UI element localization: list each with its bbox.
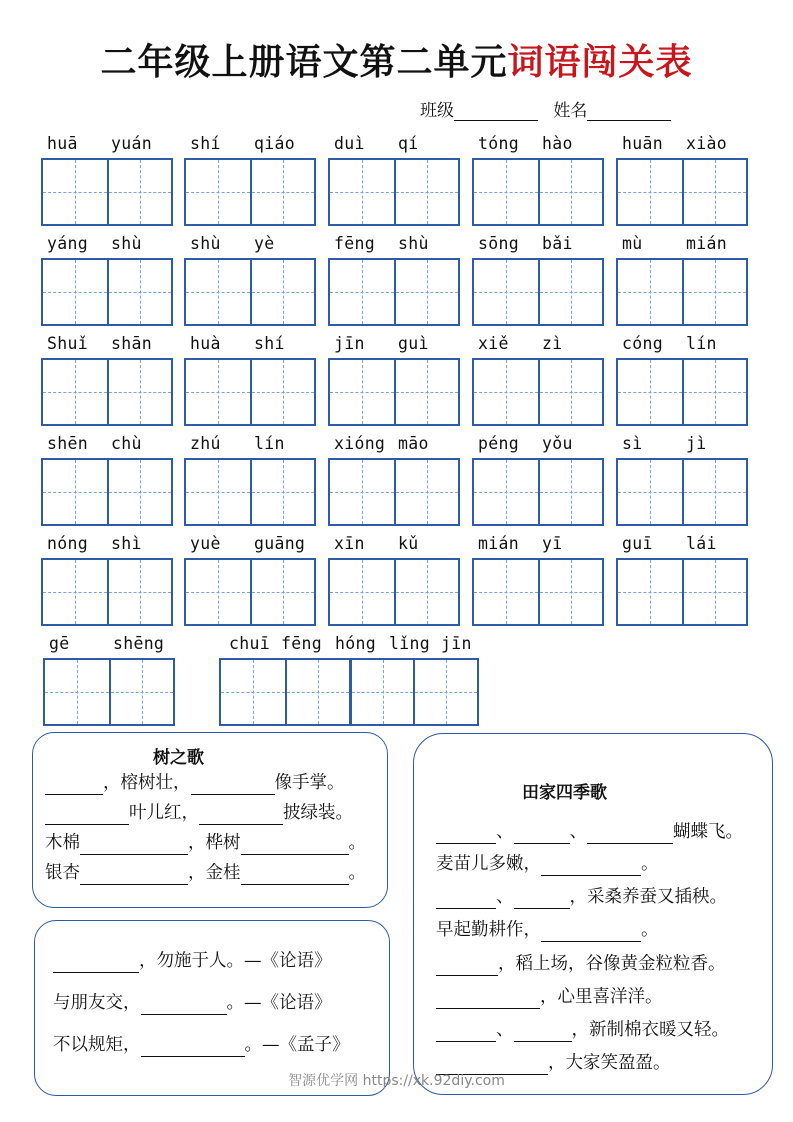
blank[interactable] — [514, 824, 570, 844]
pinyin-syllable: kǔ — [398, 534, 419, 553]
line-text: 、 — [496, 822, 514, 842]
blank[interactable] — [436, 989, 540, 1009]
writing-cell[interactable] — [682, 460, 746, 524]
line-text: ，心里喜洋洋。 — [540, 987, 663, 1007]
writing-cell[interactable] — [186, 360, 250, 424]
writing-boxes — [184, 358, 316, 426]
pinyin-syllable: lǐng — [389, 634, 430, 653]
writing-boxes — [328, 158, 460, 226]
writing-cell[interactable] — [107, 360, 171, 424]
pinyin-syllable: shēn — [47, 434, 88, 453]
line-text: 蝴蝶飞。 — [673, 822, 743, 842]
writing-cell[interactable] — [474, 360, 538, 424]
panel-title: 田家四季歌 — [522, 783, 607, 803]
writing-cell[interactable] — [250, 360, 314, 424]
writing-cell[interactable] — [394, 260, 458, 324]
writing-cell[interactable] — [682, 360, 746, 424]
panel-shu-zhi-ge — [32, 732, 388, 908]
writing-cell[interactable] — [107, 260, 171, 324]
class-name-line — [420, 96, 671, 121]
blank[interactable] — [141, 1037, 245, 1057]
panel-tian-jia-si-ji-ge — [413, 733, 773, 1095]
pinyin-syllable: fēng — [281, 634, 322, 653]
writing-cell[interactable] — [394, 560, 458, 624]
writing-cell[interactable] — [474, 160, 538, 224]
writing-cell[interactable] — [394, 160, 458, 224]
class-label: 班级 — [420, 101, 454, 121]
line-text: 像手掌。 — [274, 773, 345, 793]
writing-cell[interactable] — [330, 360, 394, 424]
writing-boxes — [616, 358, 748, 426]
pinyin-syllable: shù — [398, 234, 429, 253]
pinyin-syllable: xióng — [334, 434, 386, 453]
writing-cell[interactable] — [221, 660, 285, 724]
writing-cell[interactable] — [538, 560, 602, 624]
writing-cell[interactable] — [682, 560, 746, 624]
title-red: 词语闯关表 — [507, 42, 693, 83]
line-text: 。 — [641, 920, 659, 940]
pinyin-syllable: shù — [190, 234, 221, 253]
pinyin-syllable: fēng — [334, 234, 375, 253]
blank[interactable] — [141, 995, 227, 1015]
line-text: 、 — [496, 1020, 514, 1040]
fill-line — [53, 1033, 350, 1057]
blank[interactable] — [241, 865, 349, 885]
writing-cell[interactable] — [43, 560, 107, 624]
writing-boxes — [472, 158, 604, 226]
pinyin-syllable: yáng — [47, 234, 88, 253]
blank[interactable] — [241, 835, 349, 855]
pinyin-syllable: chuī — [229, 634, 270, 653]
line-text: ，桦树 — [188, 833, 241, 853]
writing-cell[interactable] — [538, 160, 602, 224]
writing-cell[interactable] — [250, 260, 314, 324]
pinyin-syllable: shēng — [113, 634, 165, 653]
blank[interactable] — [541, 856, 641, 876]
pinyin-syllable: jì — [686, 434, 707, 453]
line-text: 。—《论语》 — [226, 993, 332, 1013]
writing-cell[interactable] — [330, 260, 394, 324]
line-text: ，新制棉衣暖又轻。 — [571, 1020, 729, 1040]
pinyin-syllable: guāng — [254, 534, 306, 553]
writing-boxes — [616, 458, 748, 526]
line-text: 。 — [641, 854, 659, 874]
blank[interactable] — [80, 865, 188, 885]
pinyin-syllable: māo — [398, 434, 429, 453]
writing-cell[interactable] — [107, 560, 171, 624]
writing-cell[interactable] — [43, 160, 107, 224]
writing-boxes — [472, 558, 604, 626]
name-label: 姓名 — [553, 101, 588, 121]
writing-boxes — [472, 458, 604, 526]
blank[interactable] — [514, 1022, 572, 1042]
writing-boxes — [41, 158, 173, 226]
writing-boxes — [184, 258, 316, 326]
class-blank[interactable] — [454, 103, 538, 121]
line-text: 。—《孟子》 — [244, 1035, 350, 1055]
pinyin-syllable: shí — [190, 134, 221, 153]
pinyin-syllable: xiě — [478, 334, 509, 353]
writing-cell[interactable] — [682, 160, 746, 224]
writing-cell[interactable] — [349, 660, 413, 724]
pinyin-syllable: yuán — [111, 134, 152, 153]
writing-boxes — [616, 158, 748, 226]
writing-cell[interactable] — [394, 460, 458, 524]
name-blank[interactable] — [587, 103, 671, 121]
pinyin-syllable: sōng — [478, 234, 519, 253]
pinyin-syllable: huān — [622, 134, 663, 153]
title-black: 二年级上册语文第二单元 — [100, 42, 508, 83]
writing-boxes — [43, 658, 175, 726]
fill-line — [53, 991, 332, 1015]
writing-boxes — [472, 358, 604, 426]
line-text: 、 — [569, 822, 587, 842]
pinyin-syllable: cóng — [622, 334, 663, 353]
pinyin-syllable: sì — [622, 434, 643, 453]
fill-line — [436, 852, 659, 876]
writing-boxes — [41, 558, 173, 626]
pinyin-syllable: mián — [478, 534, 519, 553]
blank[interactable] — [587, 824, 673, 844]
fill-line — [45, 861, 366, 885]
fill-line — [436, 885, 727, 909]
blank[interactable] — [436, 889, 496, 909]
watermark: 智源优学网 https://xk.92diy.com — [288, 1073, 505, 1089]
writing-boxes — [328, 258, 460, 326]
fill-line — [436, 985, 663, 1009]
writing-boxes — [328, 458, 460, 526]
pinyin-syllable: yǒu — [542, 434, 573, 453]
line-text: 与朋友交， — [53, 993, 141, 1013]
writing-cell[interactable] — [107, 460, 171, 524]
writing-cell[interactable] — [45, 660, 109, 724]
line-text: ，勿施于人。—《论语》 — [139, 951, 332, 971]
writing-boxes — [616, 258, 748, 326]
writing-cell[interactable] — [682, 260, 746, 324]
line-text: 、 — [496, 887, 514, 907]
fill-line — [45, 801, 353, 825]
fill-line — [436, 1018, 729, 1042]
pinyin-syllable: yè — [254, 234, 275, 253]
pinyin-syllable: xiào — [686, 134, 727, 153]
writing-boxes — [41, 258, 173, 326]
writing-boxes — [328, 558, 460, 626]
pinyin-syllable: Shuǐ — [47, 334, 88, 353]
writing-boxes — [328, 358, 460, 426]
writing-boxes — [184, 458, 316, 526]
line-text: ，大家笑盈盈。 — [548, 1053, 671, 1073]
writing-cell[interactable] — [413, 660, 477, 724]
pinyin-syllable: guì — [398, 334, 429, 353]
writing-cell[interactable] — [43, 360, 107, 424]
writing-cell[interactable] — [618, 260, 682, 324]
pinyin-syllable: yī — [542, 534, 563, 553]
panel-title: 树之歌 — [153, 748, 204, 768]
writing-cell[interactable] — [538, 460, 602, 524]
pinyin-syllable: qiáo — [254, 134, 295, 153]
pinyin-syllable: lái — [686, 534, 717, 553]
line-text: 。 — [348, 833, 366, 853]
line-text: 早起勤耕作， — [436, 920, 541, 940]
pinyin-syllable: jīn — [441, 634, 472, 653]
pinyin-syllable: mián — [686, 234, 727, 253]
fill-line — [45, 831, 366, 855]
writing-cell[interactable] — [43, 460, 107, 524]
pinyin-syllable: gē — [49, 634, 70, 653]
pinyin-syllable: mù — [622, 234, 643, 253]
writing-cell[interactable] — [394, 360, 458, 424]
writing-boxes — [41, 358, 173, 426]
pinyin-syllable: shān — [111, 334, 152, 353]
blank[interactable] — [514, 889, 570, 909]
writing-boxes — [472, 258, 604, 326]
writing-cell[interactable] — [250, 460, 314, 524]
writing-cell[interactable] — [250, 160, 314, 224]
pinyin-syllable: hóng — [335, 634, 376, 653]
fill-line — [45, 771, 345, 795]
fill-line — [436, 918, 659, 942]
writing-cell[interactable] — [474, 560, 538, 624]
writing-cell[interactable] — [186, 260, 250, 324]
writing-cell[interactable] — [538, 260, 602, 324]
writing-cell[interactable] — [43, 260, 107, 324]
line-text: 银杏 — [45, 863, 80, 883]
pinyin-syllable: shì — [111, 534, 142, 553]
blank[interactable] — [199, 805, 283, 825]
pinyin-syllable: huà — [190, 334, 221, 353]
writing-boxes — [219, 658, 479, 726]
pinyin-syllable: zhú — [190, 434, 221, 453]
writing-cell[interactable] — [618, 160, 682, 224]
blank[interactable] — [53, 953, 139, 973]
line-text: 木棉 — [45, 833, 80, 853]
page-title — [0, 34, 793, 85]
blank[interactable] — [436, 1022, 496, 1042]
pinyin-syllable: tóng — [478, 134, 519, 153]
line-text: 叶儿红， — [129, 803, 199, 823]
writing-cell[interactable] — [186, 160, 250, 224]
line-text: ，金桂 — [188, 863, 241, 883]
pinyin-syllable: lín — [254, 434, 285, 453]
writing-cell[interactable] — [618, 360, 682, 424]
line-text: ，稻上场，谷像黄金粒粒香。 — [498, 954, 726, 974]
fill-line — [436, 820, 743, 844]
writing-boxes — [184, 158, 316, 226]
pinyin-syllable: jīn — [334, 334, 365, 353]
pinyin-syllable: shí — [254, 334, 285, 353]
line-text: 披绿装。 — [283, 803, 353, 823]
pinyin-syllable: nóng — [47, 534, 88, 553]
blank[interactable] — [541, 922, 641, 942]
pinyin-syllable: qí — [398, 134, 419, 153]
writing-cell[interactable] — [538, 360, 602, 424]
line-text: ，采桑养蚕又插秧。 — [569, 887, 727, 907]
writing-cell[interactable] — [330, 460, 394, 524]
writing-cell[interactable] — [109, 660, 173, 724]
writing-cell[interactable] — [618, 460, 682, 524]
pinyin-syllable: yuè — [190, 534, 221, 553]
line-text: 。 — [348, 863, 366, 883]
line-text: 不以规矩， — [53, 1035, 141, 1055]
pinyin-syllable: zì — [542, 334, 563, 353]
writing-boxes — [616, 558, 748, 626]
pinyin-syllable: huā — [47, 134, 78, 153]
writing-cell[interactable] — [330, 160, 394, 224]
blank[interactable] — [45, 775, 103, 795]
blank[interactable] — [45, 805, 129, 825]
writing-cell[interactable] — [186, 460, 250, 524]
pinyin-syllable: shù — [111, 234, 142, 253]
pinyin-syllable: péng — [478, 434, 519, 453]
writing-cell[interactable] — [330, 560, 394, 624]
writing-cell[interactable] — [474, 460, 538, 524]
writing-cell[interactable] — [474, 260, 538, 324]
writing-boxes — [184, 558, 316, 626]
blank[interactable] — [436, 956, 498, 976]
pinyin-syllable: guī — [622, 534, 653, 553]
pinyin-syllable: lín — [686, 334, 717, 353]
blank[interactable] — [191, 775, 275, 795]
pinyin-syllable: duì — [334, 134, 365, 153]
line-text: ，榕树壮， — [103, 773, 191, 793]
writing-cell[interactable] — [186, 560, 250, 624]
writing-cell[interactable] — [618, 560, 682, 624]
pinyin-syllable: xīn — [334, 534, 365, 553]
pinyin-syllable: hào — [542, 134, 573, 153]
line-text: 麦苗儿多嫩， — [436, 854, 541, 874]
blank[interactable] — [436, 824, 496, 844]
writing-boxes — [41, 458, 173, 526]
writing-cell[interactable] — [107, 160, 171, 224]
writing-cell[interactable] — [250, 560, 314, 624]
fill-line — [436, 952, 726, 976]
pinyin-syllable: chù — [111, 434, 142, 453]
writing-cell[interactable] — [285, 660, 349, 724]
blank[interactable] — [80, 835, 188, 855]
pinyin-syllable: bǎi — [542, 234, 573, 253]
fill-line — [53, 949, 332, 973]
